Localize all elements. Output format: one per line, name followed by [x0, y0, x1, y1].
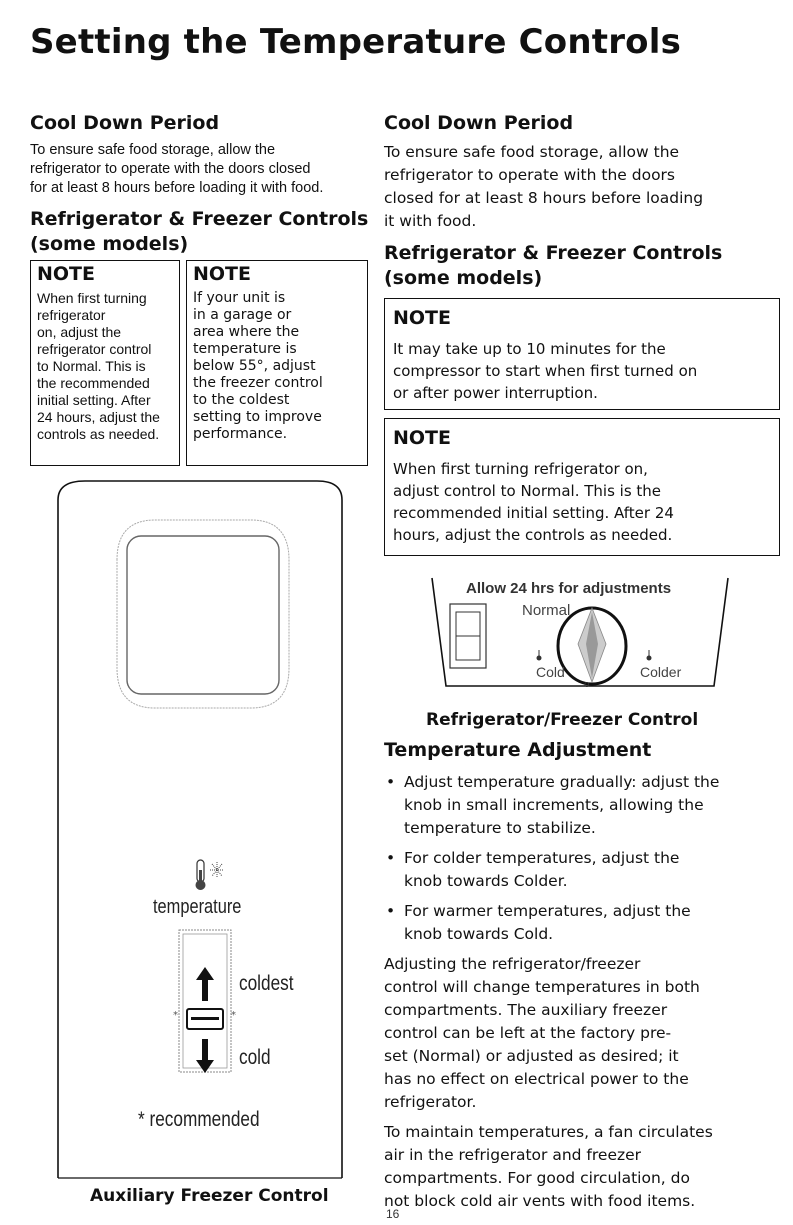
- text-line: for at least 8 hours before loading it with food.: [30, 180, 324, 196]
- thermometer-snowflake-icon: [193, 858, 229, 894]
- text-line: refrigerator.: [384, 1093, 477, 1111]
- note-line: refrigerator: [37, 307, 106, 323]
- page-title: Setting the Temperature Controls: [30, 22, 682, 62]
- text-line: To ensure safe food storage, allow the: [384, 143, 680, 161]
- coldest-label: coldest: [239, 972, 294, 995]
- note-body: [37, 290, 179, 443]
- list-item: [384, 900, 784, 946]
- left-note-1: [30, 260, 180, 466]
- svg-text:o: o: [584, 680, 590, 690]
- left-note-2: [186, 260, 368, 466]
- note-line: When first turning: [37, 290, 147, 306]
- text-line: knob in small increments, allowing the: [404, 796, 704, 814]
- dial-cold-label: Cold: [536, 664, 565, 680]
- temperature-adjustment-heading: Temperature Adjustment: [384, 739, 652, 761]
- dial-banner: Allow 24 hrs for adjustments: [466, 580, 672, 597]
- right-cool-down-text: [384, 141, 703, 233]
- text-line: control will change temperatures in both: [384, 978, 700, 996]
- left-heading-controls: [30, 207, 368, 257]
- panel-outline-icon: [55, 478, 345, 1183]
- left-cool-down-text: [30, 141, 323, 198]
- note-line: If your unit is: [193, 290, 286, 306]
- right-heading-cool-down: Cool Down Period: [384, 112, 574, 134]
- temperature-label: temperature: [153, 896, 242, 918]
- right-note-2: [384, 418, 780, 556]
- text-line: • Adjust temperature gradually: adjust the: [404, 773, 720, 791]
- dial-colder-label: Colder: [640, 664, 682, 680]
- text-line: To maintain temperatures, a fan circulates: [384, 1123, 713, 1141]
- text-line: has no effect on electrical power to the: [384, 1070, 689, 1088]
- temperature-adjustment-list: [384, 771, 784, 1213]
- right-heading-controls: [384, 241, 722, 291]
- note-line: adjust control to Normal. This is the: [393, 482, 662, 500]
- note-line: temperature is: [193, 341, 297, 357]
- text-line: To ensure safe food storage, allow the: [30, 142, 276, 158]
- text-line: • For colder temperatures, adjust the: [404, 849, 680, 867]
- left-caption: Auxiliary Freezer Control: [90, 1186, 329, 1206]
- right-caption: Refrigerator/Freezer Control: [426, 710, 699, 730]
- text-line: not block cold air vents with food items.: [384, 1192, 696, 1210]
- text-line: air in the refrigerator and freezer: [384, 1146, 642, 1164]
- text-line: • For warmer temperatures, adjust the: [404, 902, 691, 920]
- recommended-star-right: *: [231, 1010, 236, 1021]
- note-line: compressor to start when first turned on: [393, 362, 698, 380]
- text-line: control can be left at the factory pre-: [384, 1024, 672, 1042]
- text-line: temperature to stabilize.: [404, 819, 596, 837]
- note-line: area where the: [193, 324, 300, 340]
- note-line: or after power interruption.: [393, 384, 598, 402]
- note-line: the recommended: [37, 375, 150, 391]
- note-line: When first turning refrigerator on,: [393, 460, 648, 478]
- right-note-1: [384, 298, 780, 410]
- note-line: in a garage or: [193, 307, 292, 323]
- note-line: performance.: [193, 426, 288, 442]
- note-line: to the coldest: [193, 392, 290, 408]
- note-line: hours, adjust the controls as needed.: [393, 526, 673, 544]
- text-line: knob towards Cold.: [404, 925, 554, 943]
- cold-label: cold: [239, 1046, 271, 1069]
- slider-handle[interactable]: [186, 1008, 224, 1030]
- note-title: NOTE: [37, 263, 95, 285]
- heading-line: (some models): [384, 267, 543, 289]
- note-body: [393, 338, 779, 404]
- note-line: recommended initial setting. After 24: [393, 504, 674, 522]
- note-title: NOTE: [393, 427, 451, 449]
- note-line: initial setting. After: [37, 392, 151, 408]
- text-line: set (Normal) or adjusted as desired; it: [384, 1047, 679, 1065]
- text-line: refrigerator to operate with the doors closed: [30, 161, 311, 177]
- auxiliary-freezer-panel: [55, 478, 345, 1183]
- page-number: 16: [386, 1207, 400, 1221]
- recommended-star-left: *: [173, 1010, 178, 1021]
- heading-line: (some models): [30, 233, 189, 255]
- note-line: to Normal. This is: [37, 358, 146, 374]
- body-paragraph: [384, 953, 784, 1114]
- arrow-up-icon: [195, 966, 215, 1002]
- note-line: 24 hours, adjust the: [37, 409, 160, 425]
- text-line: compartments. The auxiliary freezer: [384, 1001, 668, 1019]
- note-line: refrigerator control: [37, 341, 152, 357]
- text-line: refrigerator to operate with the doors: [384, 166, 675, 184]
- note-line: below 55°, adjust: [193, 358, 316, 374]
- body-paragraph: [384, 1121, 784, 1213]
- note-line: It may take up to 10 minutes for the: [393, 340, 666, 358]
- note-body: [393, 458, 779, 546]
- note-title: NOTE: [393, 307, 451, 329]
- refrigerator-freezer-dial: [430, 574, 730, 694]
- note-line: on, adjust the: [37, 324, 122, 340]
- note-line: setting to improve: [193, 409, 322, 425]
- text-line: Adjusting the refrigerator/freezer: [384, 955, 641, 973]
- recommended-label: * recommended: [138, 1108, 260, 1131]
- heading-line: Refrigerator & Freezer Controls: [384, 242, 723, 264]
- text-line: compartments. For good circulation, do: [384, 1169, 690, 1187]
- text-line: knob towards Colder.: [404, 872, 568, 890]
- list-item: [384, 847, 784, 893]
- left-heading-cool-down: Cool Down Period: [30, 112, 220, 134]
- arrow-down-icon: [195, 1038, 215, 1074]
- dial-normal-label: Normal: [522, 602, 571, 619]
- text-line: closed for at least 8 hours before loading: [384, 189, 704, 207]
- note-title: NOTE: [193, 263, 251, 285]
- note-body: [193, 290, 367, 443]
- text-line: it with food.: [384, 212, 477, 230]
- list-item: [384, 771, 784, 840]
- note-line: controls as needed.: [37, 426, 160, 442]
- note-line: the freezer control: [193, 375, 323, 391]
- heading-line: Refrigerator & Freezer Controls: [30, 208, 369, 230]
